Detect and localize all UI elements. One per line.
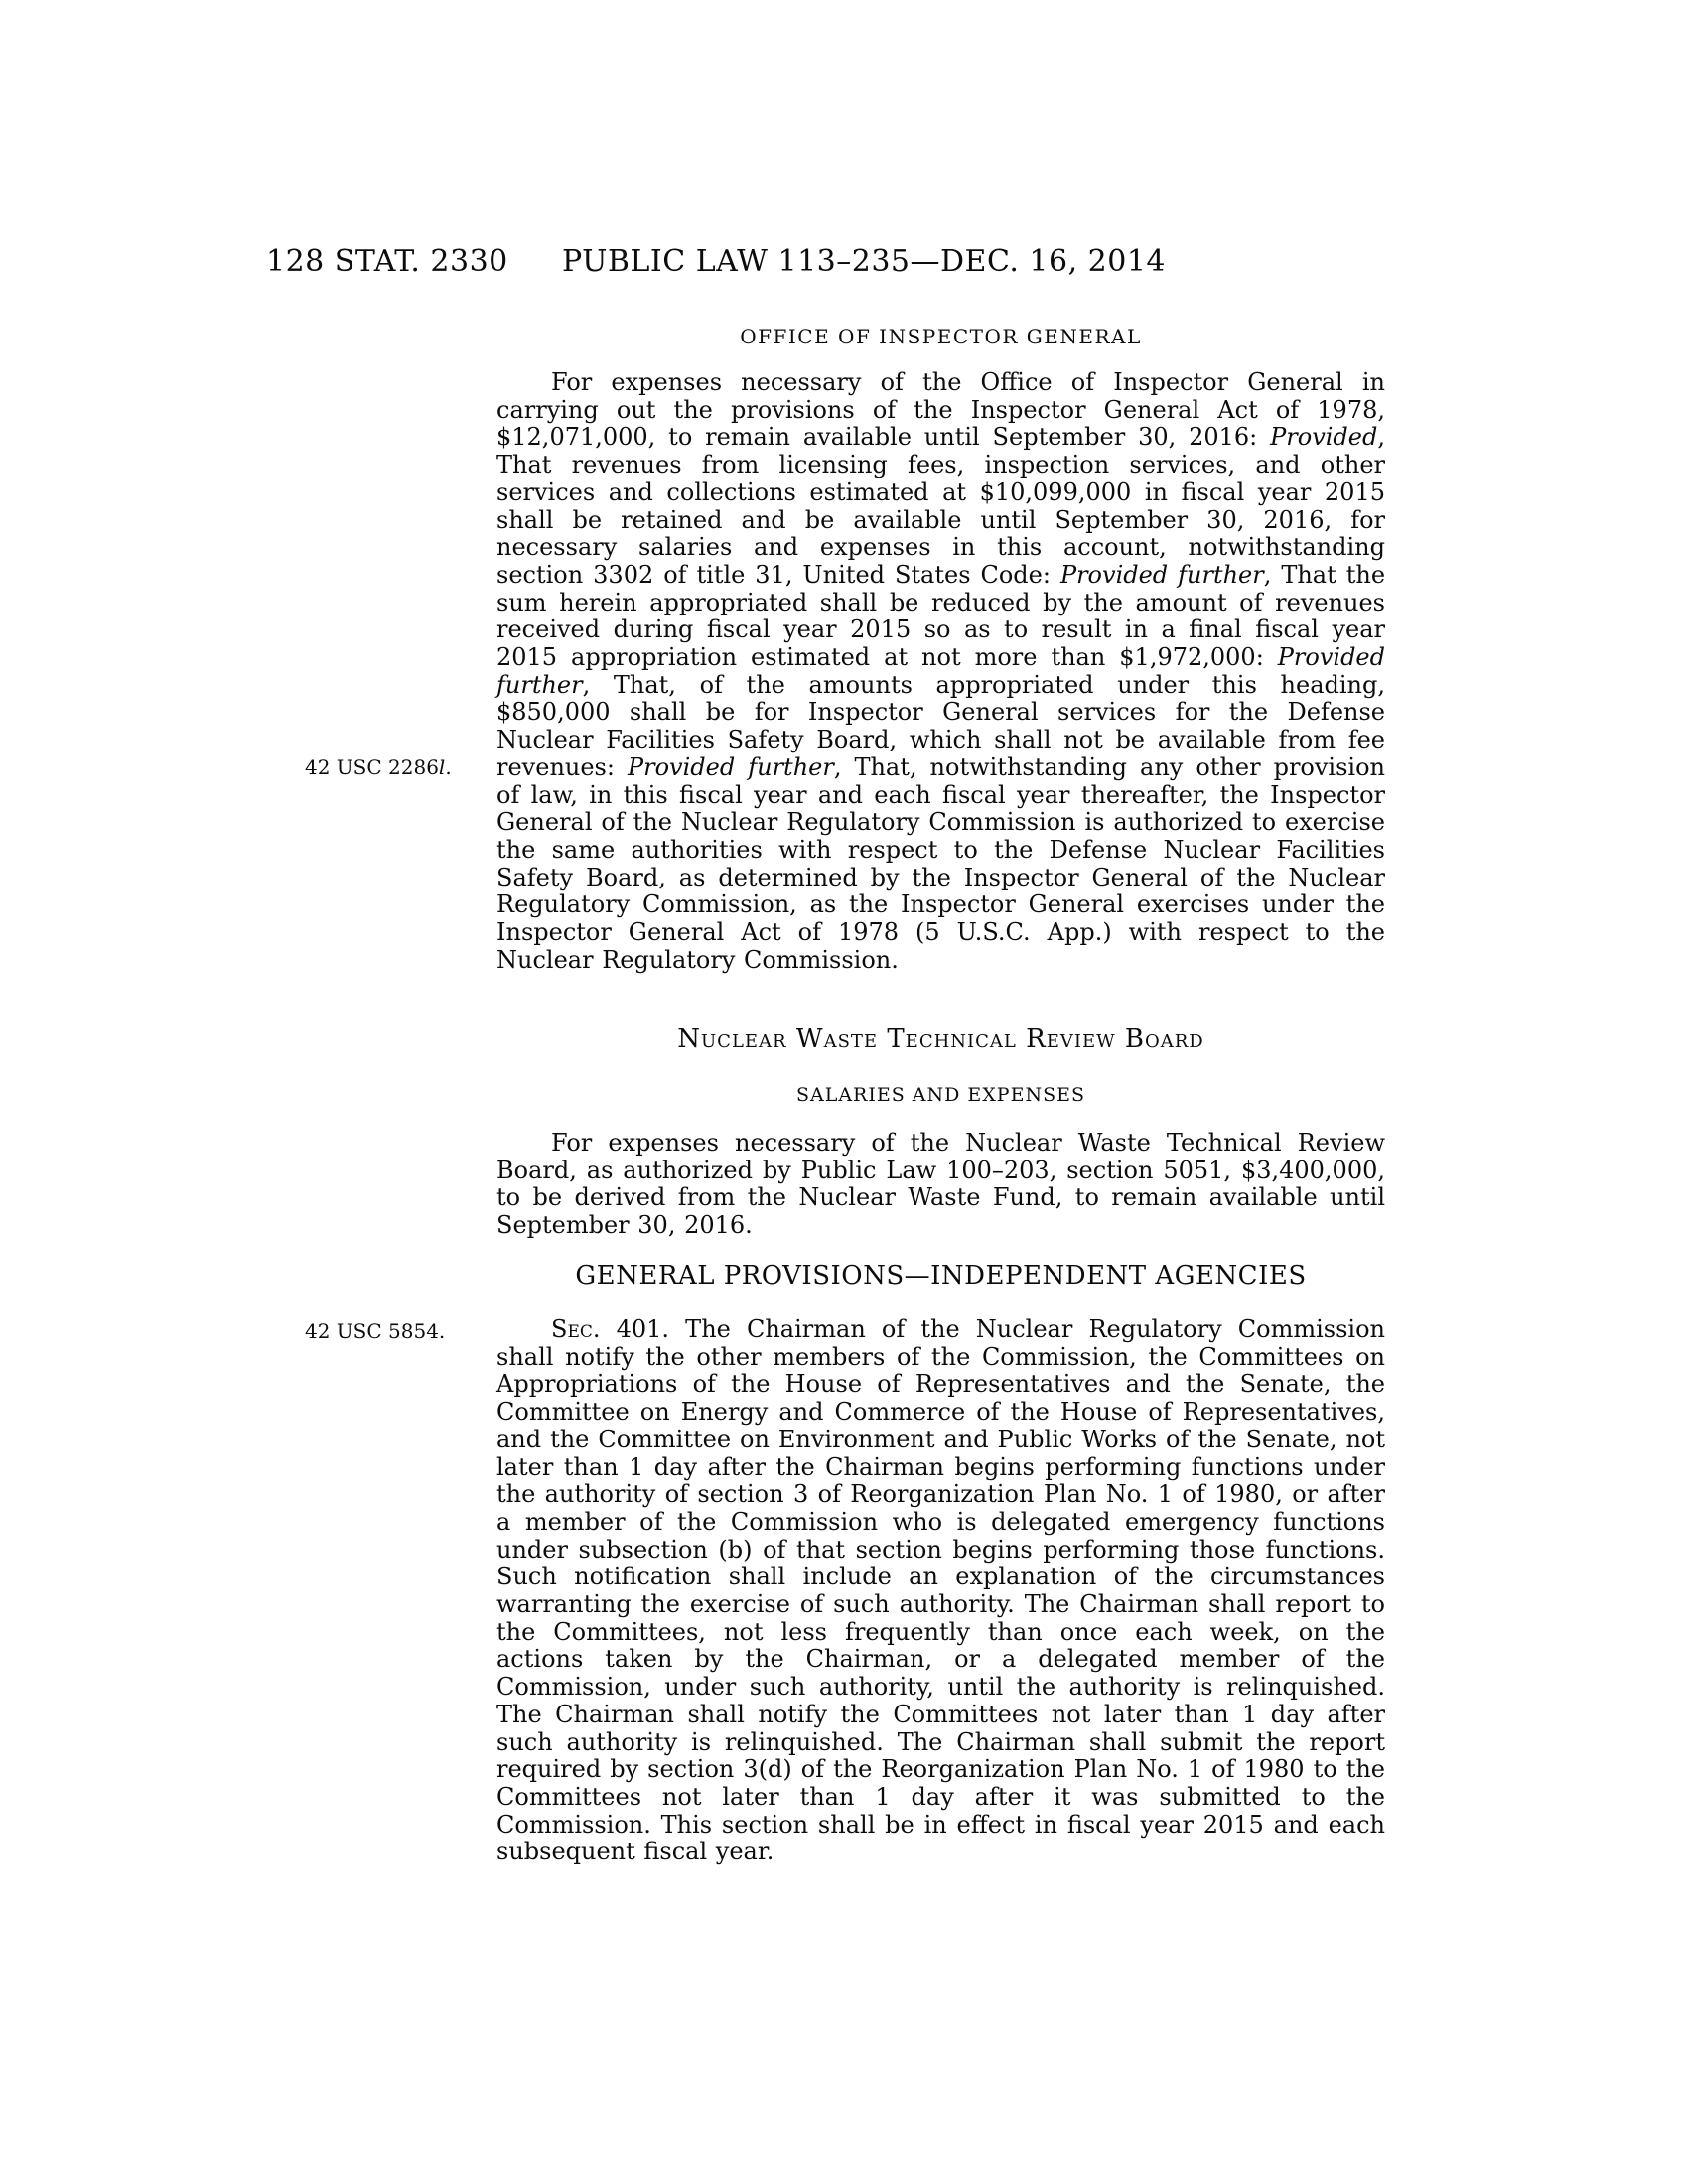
margin-note-42-usc-5854: 42 USC 5854.	[305, 1319, 446, 1343]
public-law-running-head: PUBLIC LAW 113–235—DEC. 16, 2014	[561, 244, 1167, 279]
margin-note-42-usc-2286l: 42 USC 2286l.	[305, 755, 452, 779]
heading-salaries-and-expenses: SALARIES AND EXPENSES	[795, 1084, 1085, 1106]
paragraph-sec-401: Sec. 401. The Chairman of the Nuclear Regulatory Commission shall notify the other members of the Commission, the Committees on Appropriations of the House of Representatives and the Senate, the Committee on Energy and Commerce of the House of Representatives, and the Committee on Environment and Public Works of the Senate, not later than 1 day after the Chairman begins performing functions under the authority of section 3 of Reorganization Plan No. 1 of 1980, or after a member of the Commission who is delegated emergency functions under subsection (b) of that section begins performing those functions. Such notification shall include an explanation of the circumstances warranting the exercise of such authority. The Chairman shall report to the Committees, not less frequently than once each week, on the actions taken by the Chairman, or a delegated member of the Commission, under such authority, until the authority is relinquished. The Chairman shall notify the Committees not later than 1 day after such authority is relinquished. The Chairman shall submit the report required by section 3(d) of the Reorganization Plan No. 1 of 1980 to the Committees not later than 1 day after it was submitted to the Commission. This section shall be in effect in fiscal year 2015 and each subsequent fiscal year.	[496, 1315, 1385, 1866]
paragraph-nuclear-waste-board-appropriation: For expenses necessary of the Nuclear Waste Technical Review Board, as authorized by Public Law 100–203, section 5051, $3,400,000, to be derived from the Nuclear Waste Fund, to remain available until September 30, 2016.	[496, 1129, 1385, 1240]
stat-page-number: 128 STAT. 2330	[266, 244, 508, 279]
heading-office-of-inspector-general: OFFICE OF INSPECTOR GENERAL	[740, 325, 1142, 348]
heading-nuclear-waste-technical-review-board: Nuclear Waste Technical Review Board	[677, 1024, 1204, 1054]
paragraph-inspector-general-appropriation: For expenses necessary of the Office of Inspector General in carrying out the provisions of the Inspector General Act of 1978, $12,071,000, to remain available until September 30, 2016: Provided, That revenues from licensing fees, inspection services, and other services and collections estimated at $10,099,000 in fiscal year 2015 shall be retained and be available until September 30, 2016, for necessary salaries and expenses in this account, notwithstanding section 3302 of title 31, United States Code: Provided further, That the sum herein appropriated shall be reduced by the amount of revenues received during fiscal year 2015 so as to result in a final fiscal year 2015 appropriation estimated at not more than $1,972,000: Provided further, That, of the amounts appropriated under this heading, $850,000 shall be for Inspector General services for the Defense Nuclear Facilities Safety Board, which shall not be available from fee revenues: Provided further, That, notwithstanding any other provision of law, in this fiscal year and each fiscal year thereafter, the Inspector General of the Nuclear Regulatory Commission is authorized to exercise the same authorities with respect to the Defense Nuclear Facilities Safety Board, as determined by the Inspector General of the Nuclear Regulatory Commission, as the Inspector General exercises under the Inspector General Act of 1978 (5 U.S.C. App.) with respect to the Nuclear Regulatory Commission.	[496, 368, 1386, 974]
heading-general-provisions-independent-agencies: GENERAL PROVISIONS—INDEPENDENT AGENCIES	[575, 1261, 1307, 1291]
